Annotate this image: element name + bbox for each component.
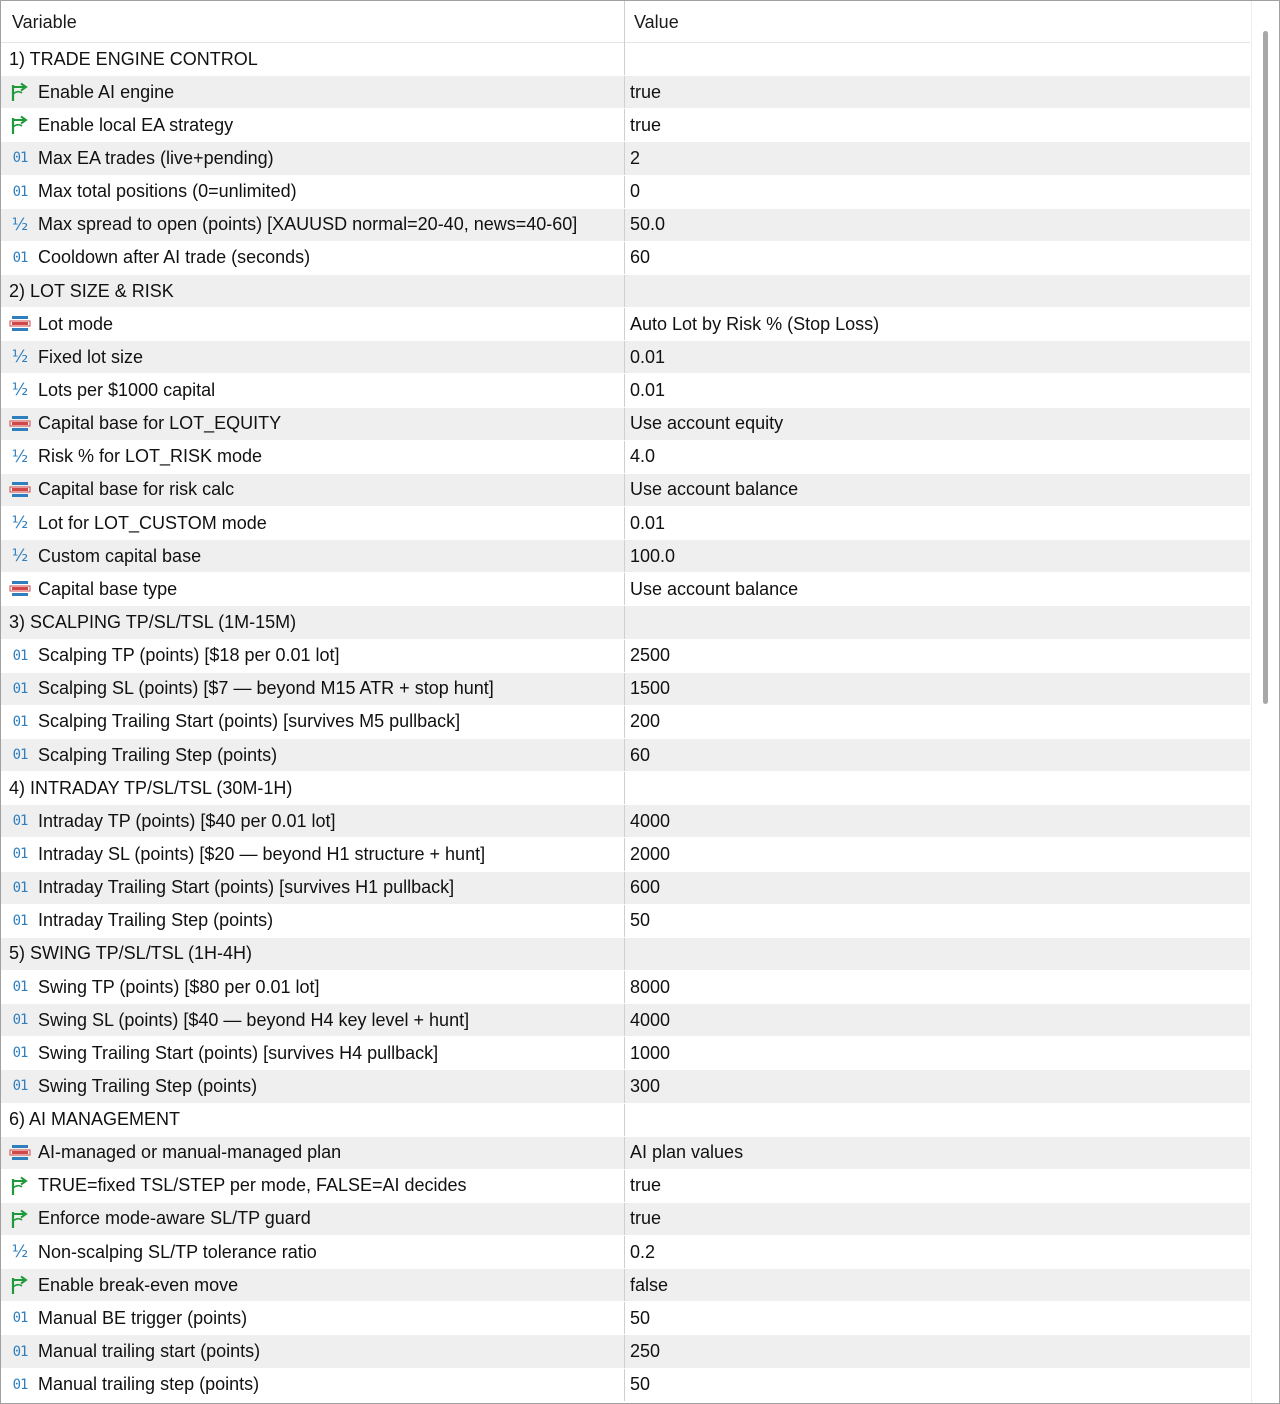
section-title: 6) AI MANAGEMENT xyxy=(9,1109,181,1130)
variable-label: Fixed lot size xyxy=(38,346,144,367)
integer-01-icon: 01 xyxy=(12,1343,28,1360)
table-row[interactable] xyxy=(1,242,1250,275)
variable-cell xyxy=(1,1203,625,1235)
section-row[interactable] xyxy=(1,43,1250,76)
value-cell[interactable]: 50 xyxy=(630,1307,651,1328)
fraction-half-icon: ½ xyxy=(11,446,29,467)
variable-cell xyxy=(1,872,625,904)
table-header xyxy=(1,1,1250,43)
variable-cell xyxy=(1,673,625,705)
variable-label: Swing Trailing Start (points) [survives H4 pullback] xyxy=(38,1042,439,1063)
integer-01-icon: 01 xyxy=(12,1310,28,1327)
variable-cell xyxy=(1,76,625,108)
value-cell xyxy=(625,275,1250,307)
section-row[interactable] xyxy=(1,606,1250,639)
section-row[interactable] xyxy=(1,772,1250,805)
variable-cell xyxy=(1,540,625,572)
table-row[interactable] xyxy=(1,109,1250,142)
enum-list-icon xyxy=(9,1142,31,1164)
table-row[interactable] xyxy=(1,706,1250,739)
variable-label: Lots per $1000 capital xyxy=(38,379,216,400)
value-cell[interactable]: 600 xyxy=(625,872,1250,904)
value-cell[interactable]: Use account equity xyxy=(625,408,1250,440)
table-row[interactable] xyxy=(1,1203,1250,1236)
value-cell[interactable]: 8000 xyxy=(630,976,671,997)
variable-label: Capital base for LOT_EQUITY xyxy=(38,413,282,434)
enum-list-icon xyxy=(9,479,31,501)
variable-cell xyxy=(1,573,625,605)
bool-arrow-icon xyxy=(9,1208,31,1230)
variable-label: AI-managed or manual-managed plan xyxy=(38,1142,342,1163)
value-cell[interactable]: 0.01 xyxy=(625,341,1250,373)
enum-list-icon xyxy=(9,313,31,335)
variable-label: Cooldown after AI trade (seconds) xyxy=(38,247,311,268)
table-row[interactable] xyxy=(1,805,1250,838)
variable-cell xyxy=(1,938,625,970)
fraction-half-icon: ½ xyxy=(11,546,29,567)
value-cell[interactable]: true xyxy=(625,1203,1250,1235)
variable-label: Intraday TP (points) [$40 per 0.01 lot] xyxy=(38,810,336,831)
table-row[interactable] xyxy=(1,76,1250,109)
variable-cell xyxy=(1,374,625,406)
variable-label: Lot for LOT_CUSTOM mode xyxy=(38,512,267,533)
value-cell[interactable]: 0.01 xyxy=(630,512,666,533)
variable-label: Risk % for LOT_RISK mode xyxy=(38,446,263,467)
value-cell[interactable]: 0.2 xyxy=(630,1241,656,1262)
variable-label: Scalping SL (points) [$7 — beyond M15 ATR + stop hunt] xyxy=(38,678,494,699)
value-cell[interactable]: 100.0 xyxy=(625,540,1250,572)
variable-label: Capital base type xyxy=(38,578,178,599)
variable-cell xyxy=(1,1170,625,1202)
table-row[interactable] xyxy=(1,374,1250,407)
value-cell xyxy=(625,606,1250,638)
table-row[interactable] xyxy=(1,176,1250,209)
variable-cell xyxy=(1,43,625,75)
integer-01-icon: 01 xyxy=(12,813,28,830)
table-row[interactable] xyxy=(1,1070,1250,1103)
integer-01-icon: 01 xyxy=(12,747,28,764)
variable-cell xyxy=(1,507,625,539)
variable-cell xyxy=(1,739,625,771)
table-row[interactable] xyxy=(1,441,1250,474)
table-row[interactable] xyxy=(1,673,1250,706)
table-row[interactable] xyxy=(1,905,1250,938)
variable-label: Scalping Trailing Start (points) [survives M5 pullback] xyxy=(38,711,461,732)
variable-cell xyxy=(1,640,625,672)
table-row[interactable] xyxy=(1,640,1250,673)
variable-cell xyxy=(1,275,625,307)
table-row[interactable] xyxy=(1,308,1250,341)
section-row[interactable] xyxy=(1,1104,1250,1137)
value-cell[interactable]: false xyxy=(625,1269,1250,1301)
table-row[interactable] xyxy=(1,1236,1250,1269)
integer-01-icon: 01 xyxy=(12,1376,28,1393)
integer-01-icon: 01 xyxy=(12,846,28,863)
variable-cell xyxy=(1,1037,625,1069)
variable-cell xyxy=(1,474,625,506)
header-variable[interactable]: Variable xyxy=(1,1,625,43)
value-cell[interactable]: 60 xyxy=(630,247,651,268)
variable-cell xyxy=(1,1302,625,1334)
integer-01-icon: 01 xyxy=(12,183,28,200)
variable-cell xyxy=(1,341,625,373)
table-row[interactable] xyxy=(1,341,1250,374)
variable-label: Scalping Trailing Step (points) xyxy=(38,744,278,765)
table-row[interactable] xyxy=(1,1004,1250,1037)
variable-label: Custom capital base xyxy=(38,545,202,566)
integer-01-icon: 01 xyxy=(12,912,28,929)
table-row[interactable] xyxy=(1,1302,1250,1335)
value-cell[interactable]: AI plan values xyxy=(625,1137,1250,1169)
variable-label: Max spread to open (points) [XAUUSD normal=20-40, news=40-60] xyxy=(38,214,578,235)
value-cell[interactable]: 0 xyxy=(630,181,641,202)
variable-cell xyxy=(1,408,625,440)
value-cell[interactable]: 1000 xyxy=(630,1042,671,1063)
value-cell[interactable]: Auto Lot by Risk % (Stop Loss) xyxy=(630,313,880,334)
variable-label: Swing TP (points) [$80 per 0.01 lot] xyxy=(38,976,320,997)
bool-arrow-icon xyxy=(9,114,31,136)
header-value[interactable]: Value xyxy=(634,12,679,32)
variable-cell xyxy=(1,1335,625,1367)
variable-label: Manual trailing start (points) xyxy=(38,1341,261,1362)
enum-list-icon xyxy=(9,578,31,600)
section-title: 4) INTRADAY TP/SL/TSL (30M-1H) xyxy=(9,777,293,798)
variable-label: Intraday Trailing Step (points) xyxy=(38,910,274,931)
value-cell[interactable]: 2 xyxy=(625,142,1250,174)
table-row[interactable] xyxy=(1,1369,1250,1402)
section-title: 1) TRADE ENGINE CONTROL xyxy=(9,48,258,69)
integer-01-icon: 01 xyxy=(12,680,28,697)
value-cell[interactable]: 2000 xyxy=(630,843,671,864)
value-cell[interactable]: 2500 xyxy=(630,645,671,666)
value-cell xyxy=(625,43,1250,75)
variable-cell xyxy=(1,606,625,638)
value-cell xyxy=(625,1104,1250,1136)
fraction-half-icon: ½ xyxy=(11,513,29,534)
value-cell[interactable]: Use account balance xyxy=(625,474,1250,506)
variable-cell xyxy=(1,706,625,738)
variable-cell xyxy=(1,772,625,804)
variable-label: Non-scalping SL/TP tolerance ratio xyxy=(38,1241,317,1262)
variable-cell xyxy=(1,109,625,141)
integer-01-icon: 01 xyxy=(12,1045,28,1062)
integer-01-icon: 01 xyxy=(12,647,28,664)
fraction-half-icon: ½ xyxy=(11,214,29,235)
variable-cell xyxy=(1,838,625,870)
bool-arrow-icon xyxy=(9,81,31,103)
variable-cell xyxy=(1,1004,625,1036)
variable-label: Max total positions (0=unlimited) xyxy=(38,181,297,202)
value-cell[interactable]: 50 xyxy=(630,1374,651,1395)
table-row[interactable] xyxy=(1,1137,1250,1170)
section-title: 3) SCALPING TP/SL/TSL (1M-15M) xyxy=(9,611,297,632)
value-cell[interactable]: 1500 xyxy=(625,673,1250,705)
section-row[interactable] xyxy=(1,275,1250,308)
integer-01-icon: 01 xyxy=(12,879,28,896)
section-title: 5) SWING TP/SL/TSL (1H-4H) xyxy=(9,943,253,964)
variable-label: Manual trailing step (points) xyxy=(38,1374,260,1395)
variable-cell xyxy=(1,142,625,174)
table-row[interactable] xyxy=(1,474,1250,507)
table-row[interactable] xyxy=(1,142,1250,175)
scrollbar-thumb[interactable] xyxy=(1263,31,1268,704)
variable-cell xyxy=(1,176,625,208)
variable-cell xyxy=(1,1070,625,1102)
table-row[interactable] xyxy=(1,1335,1250,1368)
fraction-half-icon: ½ xyxy=(11,380,29,401)
value-cell[interactable]: true xyxy=(630,1175,662,1196)
variable-cell xyxy=(1,441,625,473)
variable-label: Enforce mode-aware SL/TP guard xyxy=(38,1208,311,1229)
variable-label: Swing Trailing Step (points) xyxy=(38,1075,258,1096)
table-row[interactable] xyxy=(1,540,1250,573)
integer-01-icon: 01 xyxy=(12,150,28,167)
value-cell[interactable]: 0.01 xyxy=(630,379,666,400)
value-cell[interactable]: 50 xyxy=(630,910,651,931)
variable-label: Enable break-even move xyxy=(38,1274,239,1295)
integer-01-icon: 01 xyxy=(12,249,28,266)
variable-label: Enable AI engine xyxy=(38,81,175,102)
variable-label: Swing SL (points) [$40 — beyond H4 key level + hunt] xyxy=(38,1009,470,1030)
section-title: 2) LOT SIZE & RISK xyxy=(9,280,174,301)
integer-01-icon: 01 xyxy=(12,713,28,730)
variable-cell xyxy=(1,242,625,274)
variable-cell xyxy=(1,1137,625,1169)
parameters-table xyxy=(1,43,1250,1402)
table-row[interactable] xyxy=(1,408,1250,441)
enum-list-icon xyxy=(9,413,31,435)
value-cell[interactable]: Use account balance xyxy=(630,578,799,599)
variable-label: Intraday Trailing Start (points) [survives H1 pullback] xyxy=(38,877,455,898)
section-row[interactable] xyxy=(1,938,1250,971)
value-cell xyxy=(625,772,1250,804)
variable-cell xyxy=(1,805,625,837)
variable-cell xyxy=(1,209,625,241)
value-cell[interactable]: 4.0 xyxy=(630,446,656,467)
variable-cell xyxy=(1,1269,625,1301)
variable-label: Lot mode xyxy=(38,313,114,334)
integer-01-icon: 01 xyxy=(12,1012,28,1029)
vertical-scrollbar[interactable] xyxy=(1251,1,1279,1404)
bool-arrow-icon xyxy=(9,1175,31,1197)
value-cell[interactable]: 4000 xyxy=(625,1004,1250,1036)
variable-label: Capital base for risk calc xyxy=(38,479,235,500)
variable-cell xyxy=(1,308,625,340)
table-row[interactable] xyxy=(1,872,1250,905)
variable-label: Manual BE trigger (points) xyxy=(38,1307,248,1328)
variable-cell xyxy=(1,905,625,937)
integer-01-icon: 01 xyxy=(12,979,28,995)
value-cell[interactable]: 60 xyxy=(625,739,1250,771)
value-cell[interactable]: 200 xyxy=(630,711,661,732)
table-row[interactable] xyxy=(1,971,1250,1004)
variable-label: Max EA trades (live+pending) xyxy=(38,147,274,168)
table-row[interactable] xyxy=(1,1269,1250,1302)
variable-cell xyxy=(1,1236,625,1268)
value-cell[interactable]: true xyxy=(630,114,662,135)
fraction-half-icon: ½ xyxy=(11,347,29,368)
variable-cell xyxy=(1,1104,625,1136)
variable-label: TRUE=fixed TSL/STEP per mode, FALSE=AI decides xyxy=(38,1175,467,1196)
variable-label: Intraday SL (points) [$20 — beyond H1 structure + hunt] xyxy=(38,843,486,864)
table-row[interactable] xyxy=(1,838,1250,871)
table-row[interactable] xyxy=(1,573,1250,606)
value-cell[interactable]: 50.0 xyxy=(625,209,1250,241)
variable-label: Enable local EA strategy xyxy=(38,114,234,135)
table-row[interactable] xyxy=(1,739,1250,772)
variable-cell xyxy=(1,971,625,1003)
table-row[interactable] xyxy=(1,1037,1250,1070)
variable-cell xyxy=(1,1369,625,1401)
value-cell[interactable]: 300 xyxy=(625,1070,1250,1102)
value-cell xyxy=(625,938,1250,970)
value-cell[interactable]: true xyxy=(625,76,1250,108)
table-row[interactable] xyxy=(1,1170,1250,1203)
integer-01-icon: 01 xyxy=(12,1078,28,1095)
value-cell[interactable]: 4000 xyxy=(625,805,1250,837)
table-row[interactable] xyxy=(1,507,1250,540)
variable-label: Scalping TP (points) [$18 per 0.01 lot] xyxy=(38,645,340,666)
table-row[interactable] xyxy=(1,209,1250,242)
fraction-half-icon: ½ xyxy=(11,1242,29,1263)
bool-arrow-icon xyxy=(9,1274,31,1296)
value-cell[interactable]: 250 xyxy=(625,1335,1250,1367)
